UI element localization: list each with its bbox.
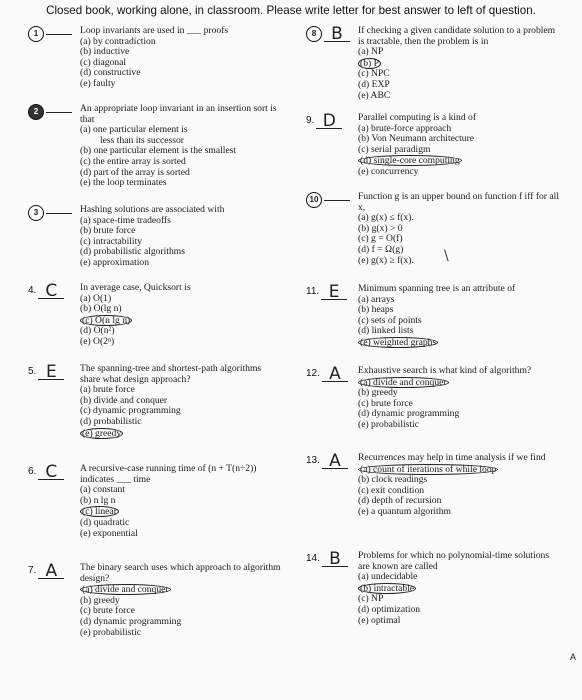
circled-option-text: (c) O(n lg n) xyxy=(82,314,131,326)
question-stem: Problems for which no polynomial-time solutions are known are called xyxy=(358,550,550,572)
question-marker xyxy=(28,361,78,382)
question-marker xyxy=(28,560,78,581)
answer-option xyxy=(80,628,283,639)
handwritten-answer: E xyxy=(321,285,347,300)
answer-option xyxy=(80,337,283,348)
circled-option-text: (b) intractable xyxy=(360,582,415,594)
circled-option-text: (a) divide and conquer xyxy=(360,376,447,388)
option-text: (c) dynamic programming xyxy=(80,405,181,417)
option-text: (d) quadratic xyxy=(80,516,130,528)
handwritten-answer: B xyxy=(324,27,350,42)
question-marker xyxy=(306,192,356,208)
question-stem: If checking a given candidate solution to a problem is tractable, then the problem is in xyxy=(358,25,556,47)
question-stem: Hashing solutions are associated with xyxy=(80,204,225,215)
option-text: (d) probabilistic xyxy=(80,415,142,427)
question-stem: An appropriate loop invariant in an insertion sort is that xyxy=(80,103,277,125)
question-number: 8 xyxy=(306,26,322,42)
option-text: (a) NP xyxy=(358,46,384,58)
question-2 xyxy=(28,104,283,189)
option-text: (d) linked lists xyxy=(358,325,414,337)
corner-mark: A xyxy=(569,652,576,662)
circled-option-text: (a) divide and conquer xyxy=(82,584,169,596)
answer-option xyxy=(358,167,561,178)
circled-option-text: (a) count of iterations of while loop xyxy=(360,463,497,475)
question-stem: Recurrences may help in time analysis if we find xyxy=(358,452,546,463)
answer-option xyxy=(358,145,561,156)
option-text: (e) probabilistic xyxy=(80,626,142,638)
option-text: (e) the loop terminates xyxy=(80,177,167,189)
circled-option-text: (b) P xyxy=(360,57,379,69)
circled-option-text: (c) linear xyxy=(82,506,117,518)
question-number: 7. xyxy=(28,564,37,576)
question-marker xyxy=(306,110,356,131)
option-text: (b) O(lg n) xyxy=(80,303,122,315)
option-text: less than its successor xyxy=(100,134,184,146)
check-mark: \ xyxy=(444,248,449,264)
question-8 xyxy=(306,23,561,101)
question-6 xyxy=(28,461,283,539)
option-text: (d) dynamic programming xyxy=(80,615,182,627)
option-text: (c) g = O(f) xyxy=(358,233,403,245)
option-text: (b) n lg n xyxy=(80,494,116,506)
page-header: Closed book, working alone, in classroom. Please write letter for best answer to left of question. xyxy=(46,4,536,17)
question-marker xyxy=(28,104,78,120)
question-13 xyxy=(306,450,561,518)
question-11 xyxy=(306,281,561,349)
question-stem: Exhaustive search is what kind of algorithm? xyxy=(358,365,532,376)
question-14 xyxy=(306,548,561,626)
handwritten-answer: E xyxy=(38,365,64,380)
answer-option xyxy=(358,91,561,102)
circled-option-text: (d) single-core computing xyxy=(360,155,460,167)
option-text: (d) optimization xyxy=(358,603,421,615)
answer-option xyxy=(80,417,283,428)
handwritten-answer: A xyxy=(322,367,348,382)
option-text: (a) constant xyxy=(80,484,126,496)
option-text: (a) by contradiction xyxy=(80,35,156,47)
handwritten-answer: C xyxy=(38,465,64,480)
answer-option xyxy=(358,47,561,58)
option-text: (d) probabilistic algorithms xyxy=(80,246,185,258)
question-stem: Loop invariants are used in ___ proofs xyxy=(80,25,229,36)
option-text: (d) depth of recursion xyxy=(358,495,442,507)
option-text: (c) serial paradigm xyxy=(358,143,431,155)
option-text: (a) undecidable xyxy=(358,571,418,583)
question-1 xyxy=(28,26,283,90)
option-text: (b) one particular element is the smallest xyxy=(80,145,237,157)
question-number: 5. xyxy=(28,365,37,377)
option-text: (c) intractability xyxy=(80,235,143,247)
question-stem: Minimum spanning tree is an attribute of xyxy=(358,283,516,294)
option-text: (c) NP xyxy=(358,593,384,605)
question-stem: In average case, Quicksort is xyxy=(80,282,191,293)
circled-option-text: (e) weighted graphs xyxy=(360,336,437,348)
answer-option xyxy=(80,428,283,440)
option-text: (a) brute force xyxy=(80,384,135,396)
answer-option xyxy=(80,304,283,315)
option-text: (b) greedy xyxy=(358,387,398,399)
question-number: 3 xyxy=(28,205,44,221)
answer-option xyxy=(80,529,283,540)
option-text: (b) Von Neumann architecture xyxy=(358,133,475,145)
option-text: (c) exit condition xyxy=(358,484,425,496)
question-7 xyxy=(28,560,283,638)
question-marker xyxy=(306,23,356,44)
option-text: (e) g(x) ≥ f(x). xyxy=(358,254,414,266)
option-text: (b) g(x) > 0 xyxy=(358,222,403,234)
option-text: (a) brute-force approach xyxy=(358,122,452,134)
question-number: 1 xyxy=(28,26,44,42)
option-text: (e) a quantum algorithm xyxy=(358,505,451,517)
question-marker xyxy=(306,281,356,302)
option-text: (d) f = Ω(g) xyxy=(358,243,404,255)
handwritten-answer xyxy=(46,213,72,214)
question-stem: The spanning-tree and shortest-path algorithms share what design approach? xyxy=(80,363,262,385)
option-text: (c) brute force xyxy=(358,397,413,409)
question-number: 14. xyxy=(306,552,320,564)
option-text: (e) approximation xyxy=(80,256,149,268)
handwritten-answer: C xyxy=(38,284,64,299)
answer-option xyxy=(358,572,561,583)
question-number: 10 xyxy=(306,192,322,208)
answer-option xyxy=(80,496,283,507)
question-number: 4. xyxy=(28,284,37,296)
option-text: (d) EXP xyxy=(358,78,390,90)
question-marker xyxy=(28,205,78,221)
option-text: (a) space-time tradeoffs xyxy=(80,214,171,226)
answer-option xyxy=(358,326,561,337)
question-marker xyxy=(28,26,78,42)
option-text: (c) diagonal xyxy=(80,56,127,68)
option-text: (a) one particular element is xyxy=(80,124,188,136)
question-number: 13. xyxy=(306,454,320,466)
answer-option xyxy=(358,256,561,267)
handwritten-answer: B xyxy=(322,552,348,567)
question-5 xyxy=(28,361,283,439)
option-text: (b) clock readings xyxy=(358,474,428,486)
answer-option xyxy=(80,258,283,269)
option-text: (e) optimal xyxy=(358,614,401,626)
option-text: (b) greedy xyxy=(80,594,120,606)
question-stem: The binary search uses which approach to algorithm design? xyxy=(80,562,281,584)
option-text: (c) sets of points xyxy=(358,314,422,326)
question-10 xyxy=(306,192,561,266)
option-text: (a) g(x) ≤ f(x). xyxy=(358,212,414,224)
option-text: (e) O(2ⁿ) xyxy=(80,335,115,347)
option-text: (b) brute force xyxy=(80,225,136,237)
handwritten-answer: D xyxy=(316,114,342,129)
option-text: (d) constructive xyxy=(80,67,141,79)
handwritten-answer: A xyxy=(38,564,64,579)
question-stem: A recursive-case running time of (n + T(n÷2)) indicates ___ time xyxy=(80,463,257,485)
option-text: (d) part of the array is sorted xyxy=(80,166,190,178)
question-marker xyxy=(28,280,78,301)
option-text: (a) O(1) xyxy=(80,292,112,304)
option-text: (b) divide and conquer xyxy=(80,394,168,406)
handwritten-answer xyxy=(46,34,72,35)
question-number: 6. xyxy=(28,465,37,477)
option-text: (b) inductive xyxy=(80,46,130,58)
question-3 xyxy=(28,205,283,269)
circled-option-text: (e) greedy xyxy=(82,427,122,439)
option-text: (e) ABC xyxy=(358,89,391,101)
option-text: (e) concurrency xyxy=(358,165,419,177)
question-stem: Parallel computing is a kind of xyxy=(358,112,477,123)
option-text: (c) the entire array is sorted xyxy=(80,155,186,167)
answer-option xyxy=(358,337,561,349)
option-text: (c) NPC xyxy=(358,68,390,80)
handwritten-answer xyxy=(324,200,350,201)
question-9 xyxy=(306,110,561,178)
question-number: 11. xyxy=(306,285,320,297)
answer-option xyxy=(80,79,283,90)
option-text: (c) brute force xyxy=(80,605,135,617)
option-text: (e) faulty xyxy=(80,77,116,89)
answer-option xyxy=(358,616,561,627)
question-marker xyxy=(28,461,78,482)
handwritten-answer xyxy=(46,112,72,113)
option-text: (a) arrays xyxy=(358,293,395,305)
answer-option xyxy=(358,507,561,518)
question-4 xyxy=(28,280,283,348)
question-marker xyxy=(306,450,356,471)
question-12 xyxy=(306,363,561,431)
question-marker xyxy=(306,363,356,384)
option-text: (e) exponential xyxy=(80,527,138,539)
question-number: 9. xyxy=(306,114,315,126)
question-number: 12. xyxy=(306,367,320,379)
handwritten-answer: A xyxy=(322,454,348,469)
answer-option xyxy=(358,420,561,431)
option-text: (e) probabilistic xyxy=(358,418,420,430)
option-text: (d) dynamic programming xyxy=(358,408,460,420)
answer-option xyxy=(358,583,561,595)
answer-option xyxy=(80,178,283,189)
option-text: (d) O(n²) xyxy=(80,325,115,337)
question-number: 2 xyxy=(28,104,44,120)
question-marker xyxy=(306,548,356,569)
option-text: (b) heaps xyxy=(358,304,394,316)
question-stem: Function g is an upper bound on function f iff for all x, xyxy=(358,191,559,213)
